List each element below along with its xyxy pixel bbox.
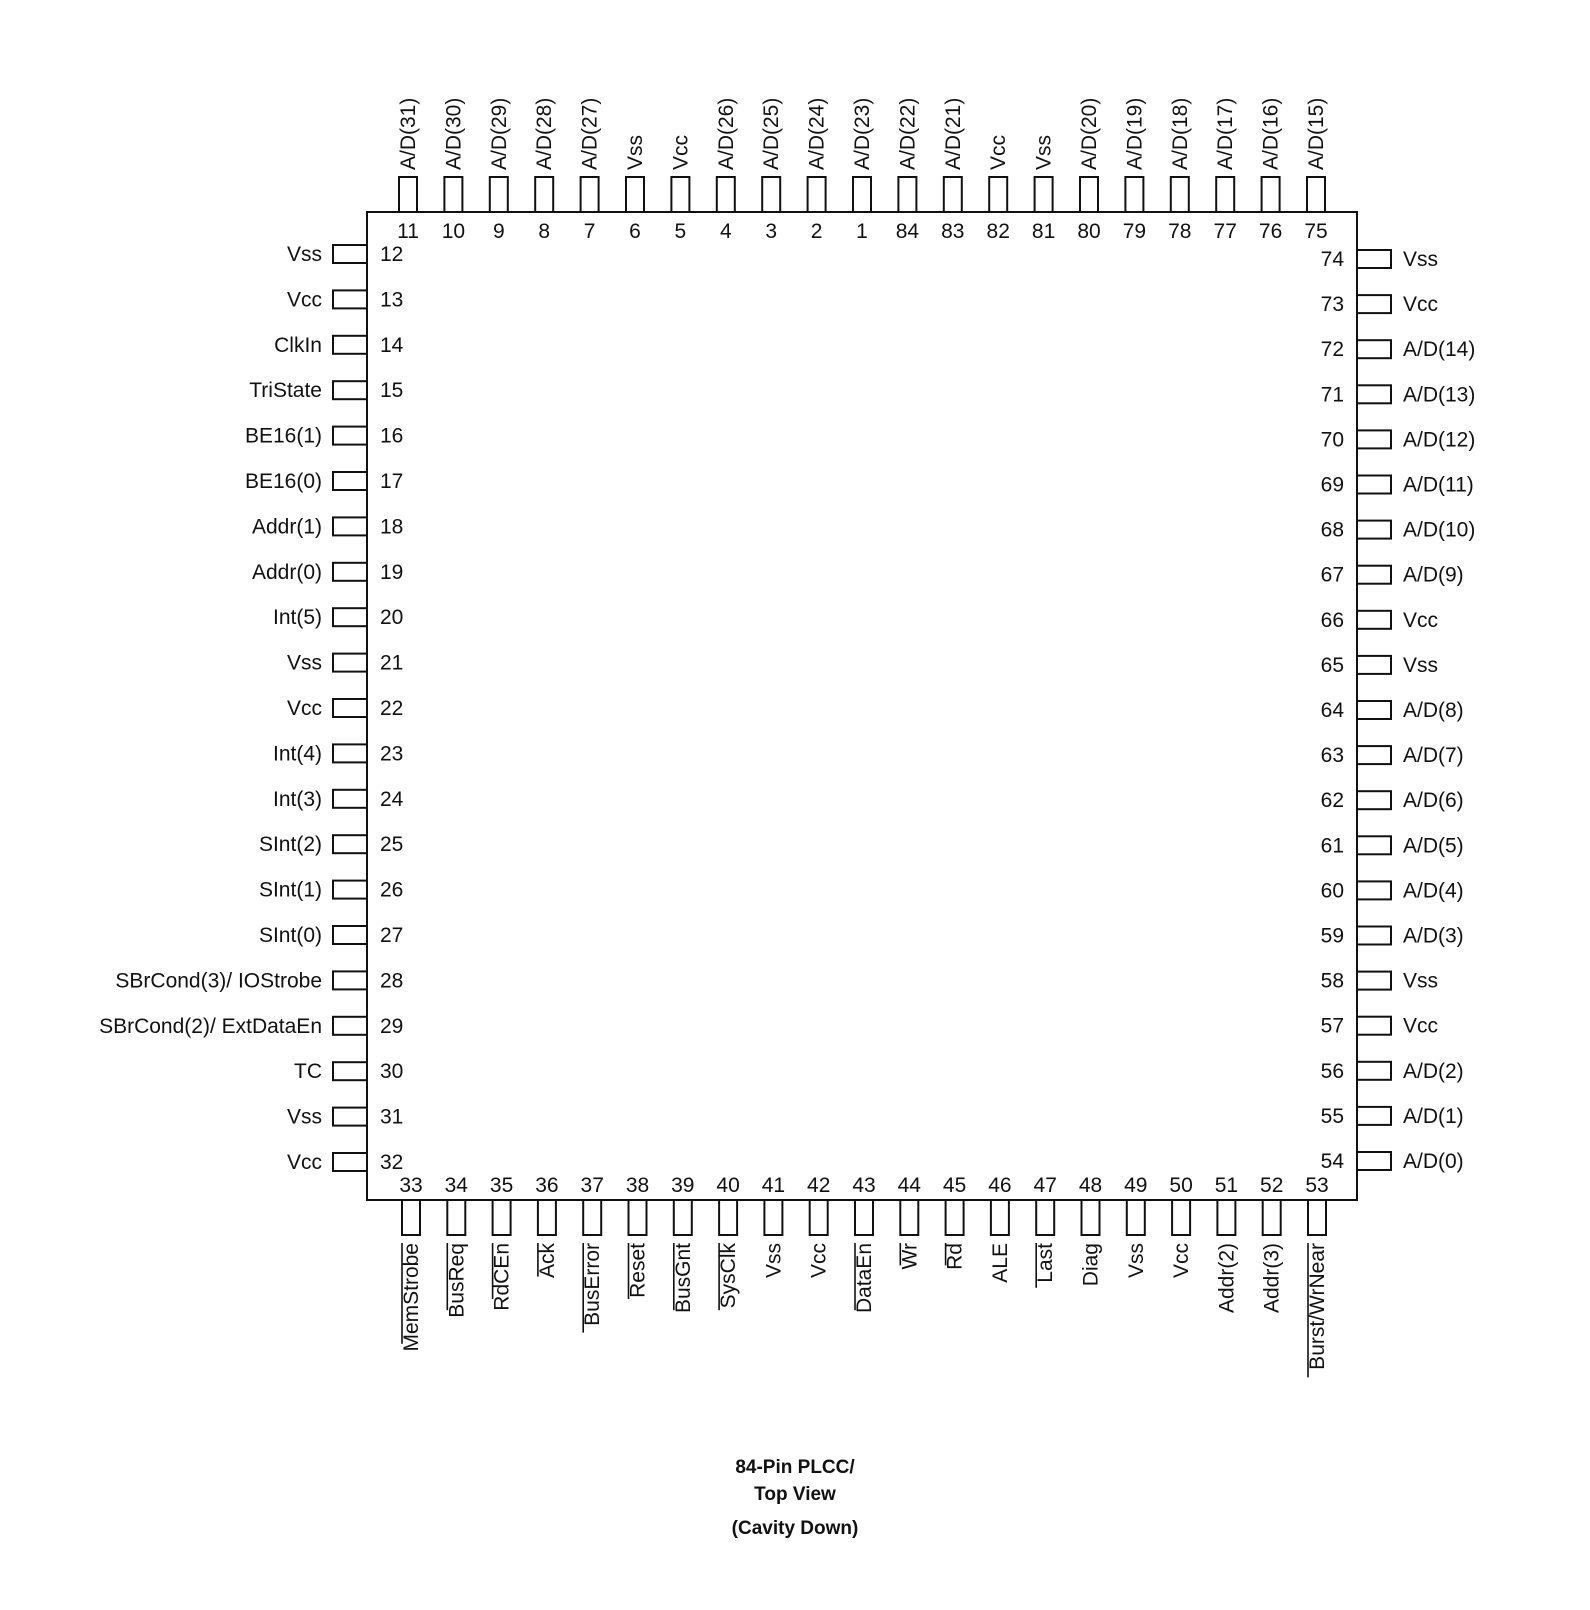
pin-pad-62	[1357, 791, 1391, 809]
pin-number-21: 21	[380, 651, 404, 675]
pin-number-27: 27	[380, 924, 404, 947]
pin-number-7: 7	[583, 220, 596, 243]
pin-number-67: 67	[1320, 563, 1344, 587]
pin-pad-1	[853, 177, 871, 212]
pin-label-73: Vcc	[1403, 293, 1439, 317]
pin-label-72: A/D(14)	[1403, 338, 1476, 362]
pin-number-79: 79	[1122, 220, 1147, 243]
pin-number-18: 18	[380, 515, 404, 539]
pin-number-3: 3	[765, 220, 778, 243]
pin-pad-76	[1262, 177, 1280, 212]
pin-number-41: 41	[761, 1174, 786, 1197]
pin-pad-21	[333, 654, 367, 672]
pin-label-3: A/D(25)	[760, 97, 784, 170]
pin-pad-68	[1357, 521, 1391, 539]
pin-label-33: MemStrobe	[400, 1243, 423, 1352]
pin-number-84: 84	[895, 220, 920, 243]
pin-pad-78	[1171, 177, 1189, 212]
pin-label-77: A/D(17)	[1214, 97, 1238, 170]
pin-number-16: 16	[380, 424, 404, 448]
pin-number-75: 75	[1304, 220, 1328, 243]
pin-label-12: Vss	[286, 243, 322, 266]
pin-pad-80	[1080, 177, 1098, 212]
pin-label-21: Vss	[286, 651, 322, 675]
pin-pad-4	[717, 177, 735, 212]
pin-label-66: Vcc	[1403, 608, 1439, 632]
pin-label-79: A/D(19)	[1123, 97, 1147, 170]
pin-label-34: BusReq	[445, 1243, 469, 1318]
pin-number-65: 65	[1320, 653, 1344, 677]
pin-number-51: 51	[1214, 1174, 1239, 1197]
pin-label-37: BusError	[581, 1243, 605, 1326]
pin-label-38: Reset	[626, 1243, 650, 1298]
pin-number-76: 76	[1258, 220, 1283, 243]
pin-number-55: 55	[1320, 1104, 1344, 1128]
pin-number-59: 59	[1320, 924, 1344, 948]
pin-number-58: 58	[1320, 969, 1344, 993]
pin-pad-48	[1082, 1200, 1100, 1235]
pin-number-8: 8	[538, 220, 551, 243]
pin-number-36: 36	[535, 1174, 559, 1197]
pin-pad-69	[1357, 476, 1391, 494]
pin-number-82: 82	[986, 220, 1010, 243]
pin-number-30: 30	[380, 1060, 404, 1084]
pin-pad-2	[808, 177, 826, 212]
pin-number-72: 72	[1320, 338, 1344, 362]
pin-label-84: A/D(22)	[896, 97, 920, 170]
pin-label-13: Vcc	[286, 288, 322, 312]
pin-pad-39	[674, 1200, 692, 1235]
pin-pad-41	[764, 1200, 782, 1235]
pin-number-54: 54	[1320, 1150, 1344, 1173]
pin-label-67: A/D(9)	[1403, 563, 1464, 587]
pin-label-60: A/D(4)	[1403, 879, 1464, 903]
pin-pad-83	[944, 177, 962, 212]
pin-number-81: 81	[1031, 220, 1056, 243]
pin-number-37: 37	[580, 1174, 604, 1197]
pin-number-66: 66	[1320, 608, 1344, 632]
pin-pad-12	[333, 245, 367, 263]
pin-pad-45	[946, 1200, 964, 1235]
pin-label-43: DataEn	[853, 1243, 876, 1314]
pin-label-6: Vss	[624, 134, 647, 170]
pin-label-68: A/D(10)	[1403, 518, 1476, 542]
pin-pad-10	[444, 177, 462, 212]
pin-pad-19	[333, 563, 367, 581]
pin-pad-36	[538, 1200, 556, 1235]
pin-label-22: Vcc	[286, 697, 322, 720]
pin-number-10: 10	[441, 220, 466, 243]
pin-number-68: 68	[1320, 518, 1344, 542]
pin-pad-8	[535, 177, 553, 212]
pin-label-20: Int(5)	[272, 606, 322, 630]
pin-label-45: Rd	[943, 1243, 967, 1270]
pin-number-48: 48	[1078, 1174, 1103, 1197]
pin-pad-13	[333, 290, 367, 308]
pin-number-35: 35	[489, 1174, 514, 1197]
pin-pad-29	[333, 1017, 367, 1035]
pin-label-18: Addr(1)	[251, 515, 322, 539]
pin-pad-37	[583, 1200, 601, 1235]
pin-label-24: Int(3)	[272, 787, 322, 811]
pin-number-52: 52	[1260, 1174, 1284, 1197]
pin-label-11: A/D(31)	[397, 97, 420, 170]
pin-pad-79	[1125, 177, 1143, 212]
pin-number-80: 80	[1077, 220, 1101, 243]
pin-label-28: SBrCond(3)/ IOStrobe	[115, 969, 322, 993]
pin-pad-6	[626, 177, 644, 212]
pin-number-61: 61	[1320, 834, 1344, 858]
pin-pad-55	[1357, 1107, 1391, 1125]
pin-label-30: TC	[294, 1060, 322, 1084]
pin-label-7: A/D(27)	[578, 97, 602, 170]
pin-number-44: 44	[897, 1174, 921, 1197]
pin-pad-42	[810, 1200, 828, 1235]
pin-pad-70	[1357, 430, 1391, 448]
pin-pad-50	[1172, 1200, 1190, 1235]
pin-number-29: 29	[380, 1014, 404, 1038]
chip-body	[367, 212, 1357, 1200]
pin-pad-40	[719, 1200, 737, 1235]
pin-pad-63	[1357, 746, 1391, 764]
pin-label-78: A/D(18)	[1168, 97, 1192, 170]
pin-pad-71	[1357, 385, 1391, 403]
pin-label-25: SInt(2)	[258, 833, 322, 857]
pin-pad-65	[1357, 656, 1391, 674]
pin-pad-3	[762, 177, 780, 212]
pin-label-52: Addr(3)	[1260, 1243, 1284, 1314]
pin-number-28: 28	[380, 969, 404, 993]
pin-number-45: 45	[942, 1174, 967, 1197]
pin-number-49: 49	[1124, 1174, 1148, 1197]
pin-pad-81	[1035, 177, 1053, 212]
pin-label-19: Addr(0)	[251, 560, 322, 584]
pin-pad-11	[399, 177, 417, 212]
pin-pad-82	[989, 177, 1007, 212]
pin-number-2: 2	[810, 220, 823, 243]
pin-pad-20	[333, 608, 367, 626]
pin-pad-38	[629, 1200, 647, 1235]
pin-label-2: A/D(24)	[805, 97, 829, 170]
pin-pad-49	[1127, 1200, 1145, 1235]
pin-pad-17	[333, 472, 367, 490]
pin-number-83: 83	[941, 220, 965, 243]
pin-pad-72	[1357, 340, 1391, 358]
pin-pad-30	[333, 1062, 367, 1080]
pin-pad-54	[1357, 1152, 1391, 1170]
pin-label-59: A/D(3)	[1403, 924, 1464, 948]
pin-label-58: Vss	[1403, 969, 1439, 993]
pin-label-61: A/D(5)	[1403, 834, 1464, 858]
pin-label-62: A/D(6)	[1403, 789, 1464, 813]
pin-number-70: 70	[1320, 428, 1344, 452]
pin-pad-31	[333, 1108, 367, 1126]
pin-label-40: SysClk	[717, 1243, 741, 1309]
pin-label-31: Vss	[286, 1105, 322, 1129]
pin-label-44: Wr	[898, 1243, 922, 1270]
pin-number-15: 15	[380, 379, 404, 403]
pin-number-4: 4	[719, 220, 732, 243]
pin-label-49: Vss	[1124, 1243, 1148, 1279]
pin-label-32: Vcc	[286, 1151, 322, 1174]
pin-number-17: 17	[380, 470, 404, 493]
pin-pad-84	[898, 177, 916, 212]
pin-number-19: 19	[380, 560, 404, 584]
pin-number-47: 47	[1033, 1174, 1057, 1197]
pin-number-74: 74	[1320, 248, 1344, 271]
pin-label-15: TriState	[249, 379, 322, 403]
pin-pad-34	[447, 1200, 465, 1235]
pin-pad-27	[333, 926, 367, 944]
pin-number-22: 22	[380, 697, 404, 720]
pin-label-1: A/D(23)	[851, 97, 874, 170]
pin-label-57: Vcc	[1403, 1014, 1439, 1038]
pin-pad-33	[402, 1200, 420, 1235]
pin-number-56: 56	[1320, 1059, 1344, 1083]
pin-number-38: 38	[625, 1174, 650, 1197]
pin-pad-26	[333, 881, 367, 899]
caption-package: 84-Pin PLCC/	[735, 1457, 855, 1478]
pin-number-78: 78	[1168, 220, 1192, 243]
pin-label-36: Ack	[535, 1243, 559, 1279]
pin-number-14: 14	[380, 333, 404, 357]
pin-number-50: 50	[1169, 1174, 1193, 1197]
pin-number-69: 69	[1320, 473, 1344, 497]
pin-pad-24	[333, 790, 367, 808]
pin-label-14: ClkIn	[274, 333, 322, 357]
pin-label-35: RdCEn	[490, 1243, 514, 1311]
pin-label-47: Last	[1034, 1243, 1058, 1283]
pin-number-39: 39	[671, 1174, 695, 1197]
pin-pad-9	[490, 177, 508, 212]
pin-pad-23	[333, 744, 367, 762]
pin-label-63: A/D(7)	[1403, 744, 1464, 768]
pin-label-53: Burst/WrNear	[1306, 1243, 1329, 1370]
pin-pad-46	[991, 1200, 1009, 1235]
pin-pad-64	[1357, 701, 1391, 719]
pin-number-31: 31	[380, 1105, 404, 1129]
pin-label-76: A/D(16)	[1259, 97, 1283, 170]
pin-pad-25	[333, 835, 367, 853]
pin-pad-44	[900, 1200, 918, 1235]
pin-pad-14	[333, 336, 367, 354]
pin-number-11: 11	[397, 220, 419, 243]
pin-pad-66	[1357, 611, 1391, 629]
pin-number-24: 24	[380, 787, 404, 811]
pin-number-12: 12	[380, 243, 404, 266]
pin-label-74: Vss	[1403, 248, 1439, 271]
pin-pad-77	[1216, 177, 1234, 212]
pin-pad-57	[1357, 1017, 1391, 1035]
pin-pad-51	[1217, 1200, 1235, 1235]
pin-label-82: Vcc	[987, 134, 1011, 170]
pin-label-26: SInt(1)	[258, 878, 322, 902]
pin-number-1: 1	[856, 220, 868, 243]
pin-label-10: A/D(30)	[442, 97, 466, 170]
pin-label-8: A/D(28)	[533, 97, 557, 170]
pin-label-51: Addr(2)	[1215, 1243, 1239, 1314]
pin-pad-5	[671, 177, 689, 212]
pin-label-16: BE16(1)	[244, 424, 322, 448]
pin-label-23: Int(4)	[272, 742, 322, 766]
pins-layer	[99, 98, 1475, 1378]
pin-label-46: ALE	[988, 1243, 1012, 1283]
pin-pad-28	[333, 971, 367, 989]
pin-label-17: BE16(0)	[244, 470, 322, 493]
pin-number-63: 63	[1320, 744, 1344, 768]
pin-number-26: 26	[380, 878, 404, 902]
pin-pad-58	[1357, 972, 1391, 990]
pin-label-48: Diag	[1079, 1243, 1103, 1287]
pin-label-9: A/D(29)	[487, 97, 511, 170]
pin-pad-61	[1357, 836, 1391, 854]
pin-number-57: 57	[1320, 1014, 1344, 1038]
pin-label-69: A/D(11)	[1403, 473, 1474, 497]
pin-label-42: Vcc	[807, 1243, 831, 1279]
pin-pad-15	[333, 381, 367, 399]
pin-pad-7	[581, 177, 599, 212]
pin-number-20: 20	[380, 606, 404, 630]
pin-number-62: 62	[1320, 789, 1344, 813]
pin-number-9: 9	[492, 220, 505, 243]
pin-number-34: 34	[444, 1174, 468, 1197]
pin-pad-53	[1308, 1200, 1326, 1235]
pin-pad-22	[333, 699, 367, 717]
pin-label-50: Vcc	[1170, 1243, 1194, 1279]
pin-label-70: A/D(12)	[1403, 428, 1476, 452]
pin-pad-59	[1357, 927, 1391, 945]
pin-number-77: 77	[1213, 220, 1237, 243]
pin-pad-74	[1357, 250, 1391, 268]
pin-label-64: A/D(8)	[1403, 699, 1464, 722]
pin-label-29: SBrCond(2)/ ExtDataEn	[99, 1014, 322, 1038]
pin-pad-47	[1036, 1200, 1054, 1235]
pin-label-4: A/D(26)	[714, 97, 738, 170]
pin-pad-73	[1357, 295, 1391, 313]
pin-label-75: A/D(15)	[1305, 97, 1328, 170]
caption-orientation: (Cavity Down)	[731, 1518, 859, 1539]
pin-number-46: 46	[988, 1174, 1012, 1197]
pin-number-13: 13	[380, 288, 404, 312]
pin-number-23: 23	[380, 742, 404, 766]
pin-number-5: 5	[674, 220, 687, 243]
pin-number-71: 71	[1320, 383, 1344, 407]
pin-label-56: A/D(2)	[1403, 1059, 1464, 1083]
pin-label-81: Vss	[1032, 134, 1056, 170]
pin-pad-56	[1357, 1062, 1391, 1080]
pin-number-25: 25	[380, 833, 404, 857]
pin-number-40: 40	[716, 1174, 740, 1197]
pin-number-43: 43	[852, 1174, 876, 1197]
pin-pad-35	[493, 1200, 511, 1235]
pin-label-65: Vss	[1403, 653, 1439, 677]
pin-label-80: A/D(20)	[1078, 97, 1101, 170]
pin-number-33: 33	[399, 1174, 423, 1197]
pin-pad-60	[1357, 881, 1391, 899]
pin-label-83: A/D(21)	[941, 97, 965, 170]
pin-pad-32	[333, 1153, 367, 1171]
pin-label-41: Vss	[762, 1243, 786, 1279]
pin-pad-16	[333, 427, 367, 445]
pin-number-42: 42	[807, 1174, 831, 1197]
pin-label-54: A/D(0)	[1403, 1150, 1464, 1173]
pin-pad-75	[1307, 177, 1325, 212]
pin-label-71: A/D(13)	[1403, 383, 1476, 407]
pin-number-32: 32	[380, 1151, 404, 1174]
pin-label-5: Vcc	[669, 134, 693, 170]
pin-label-39: BusGnt	[671, 1243, 695, 1314]
pin-number-60: 60	[1320, 879, 1344, 903]
pin-number-73: 73	[1320, 293, 1344, 317]
pin-number-53: 53	[1305, 1174, 1329, 1197]
pin-pad-67	[1357, 566, 1391, 584]
pin-number-64: 64	[1320, 699, 1344, 722]
caption-view: Top View	[754, 1484, 836, 1505]
pin-pad-18	[333, 517, 367, 535]
pin-pad-52	[1263, 1200, 1281, 1235]
pin-number-6: 6	[629, 220, 641, 243]
pin-pad-43	[855, 1200, 873, 1235]
pin-label-27: SInt(0)	[258, 924, 322, 947]
pin-label-55: A/D(1)	[1403, 1104, 1464, 1128]
